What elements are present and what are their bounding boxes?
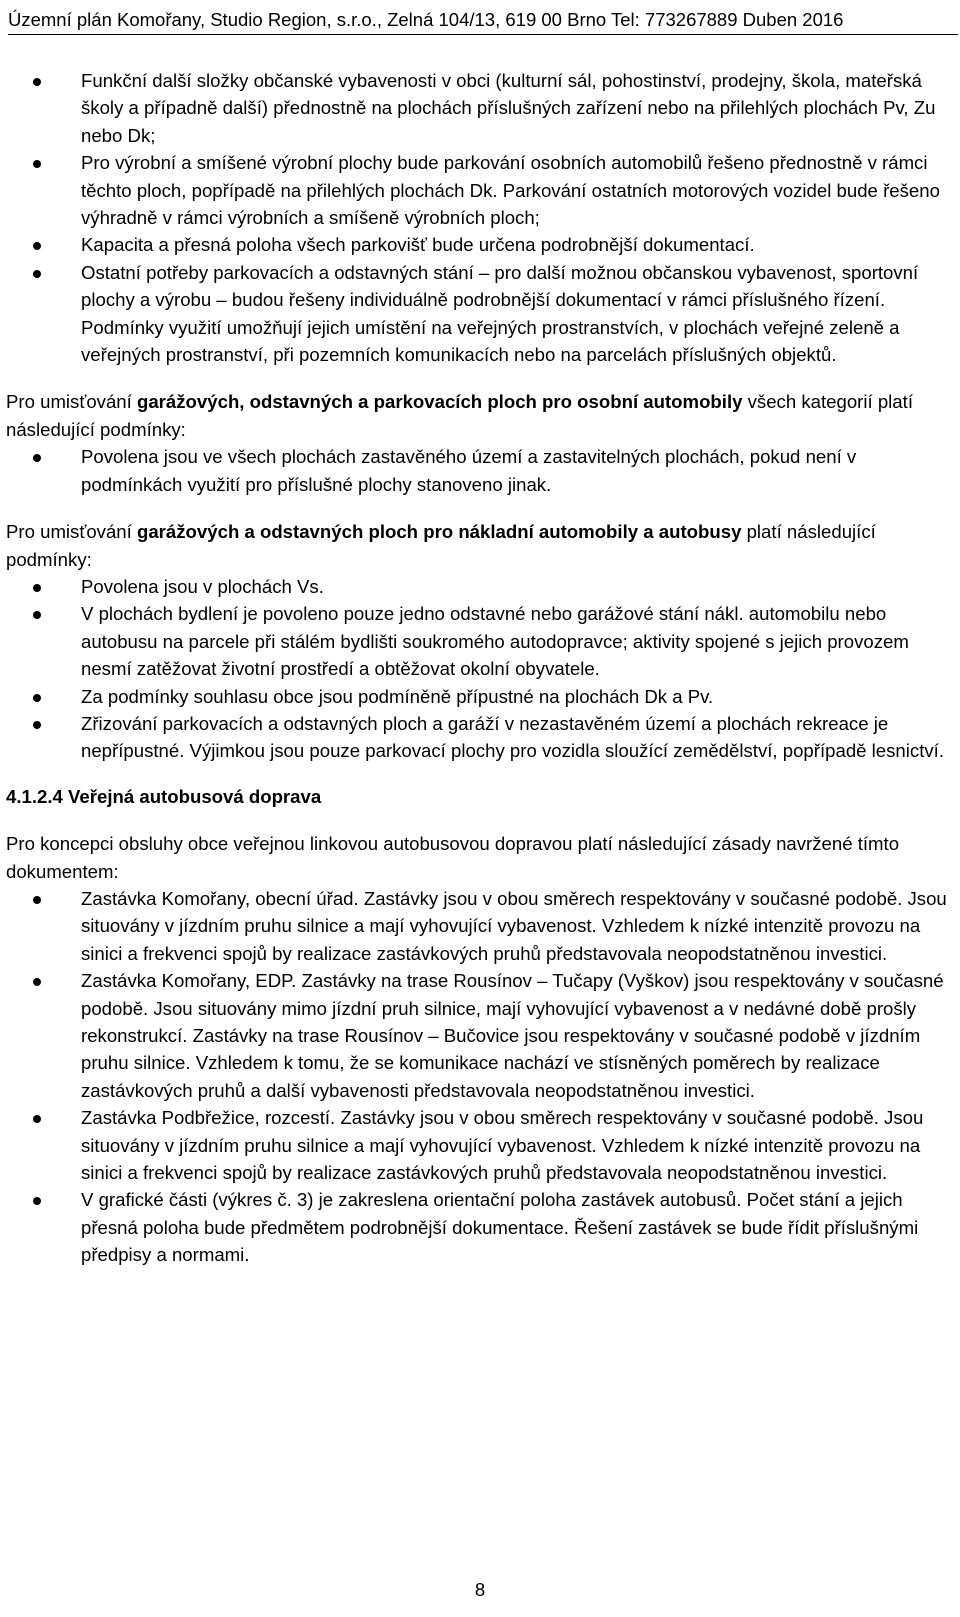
list-item — [6, 710, 956, 765]
document-body — [6, 67, 956, 1269]
list-item-text: Kapacita a přesná poloha všech parkovišť bude určena podrobnější dokumentací. — [81, 234, 755, 256]
paragraph-text: Pro umisťování — [6, 391, 137, 413]
paragraph-emphasis: garážových, odstavných a parkovacích ploch pro osobní automobily — [136, 391, 743, 413]
paragraph-emphasis: garážových a odstavných ploch pro nákladní automobily a autobusy — [136, 521, 742, 543]
list-item-text: Zastávka Komořany, obecní úřad. Zastávky jsou v obou směrech respektovány v současné podobě. Jsou situovány v jízdním pruhu silnice a mají vyhovující vybavenost. Vzhledem k nízké intenzitě provozu na sinici a frekvenci spojů by realizace zastávkových pruhů představovala neopodstatněnou investici. — [81, 887, 947, 964]
paragraph-text: všech kategorií platí následující podmínky: — [6, 391, 913, 440]
list-item — [6, 231, 956, 258]
list-item — [6, 885, 956, 967]
list-item — [6, 443, 956, 498]
bullet-icon — [33, 584, 41, 592]
page-header: Územní plán Komořany, Studio Region, s.r.o., Zelná 104/13, 619 00 Brno Tel: 773267889 Duben 2016 — [8, 5, 958, 35]
bullet-icon — [33, 611, 41, 619]
list-item-text: Ostatní potřeby parkovacích a odstavných stání – pro další možnou občanskou vybavenost, sportovní plochy a výrobu – budou řešeny individuálně podrobnější dokumentací v rámci příslušného řízení. Podmínky využití umožňují jejich umístění na veřejných prostranstvích, v plochách veřejné zeleně a veřejných prostranství, při pozemních komunikacích nebo na parcelách příslušných objektů. — [81, 261, 919, 366]
paragraph-bus: Pro koncepci obsluhy obce veřejnou linkovou autobusovou dopravou platí následující zásady navržené tímto dokumentem: — [6, 833, 900, 882]
list-item — [6, 573, 956, 600]
page-number: 8 — [474, 1579, 486, 1600]
garage-personal-list — [6, 443, 956, 498]
list-item-text: Zastávka Komořany, EDP. Zastávky na trase Rousínov – Tučapy (Vyškov) jsou respektovány v současné podobě. Jsou situovány mimo jízdní pruh silnice, mají vyhovující vybavenost a v nedávné době prošly rekonstrukcí. Zastávky na trase Rousínov – Bučovice jsou respektovány v současné podobě v jízdním pruhu silnice. Vzhledem k tomu, že se komunikace nachází ve stísněných poměrech by realizace zastávkových pruhů a další vybavenosti představovala neopodstatněnou investici. — [81, 970, 944, 1101]
bullet-icon — [33, 242, 41, 250]
list-item-text: V plochách bydlení je povoleno pouze jedno odstavné nebo garážové stání nákl. automobilu nebo autobusu na parcele při stálém bydlišti soukromého autodopravce; aktivity spojené s jejich provozem nesmí zatěžovat životní prostředí a obtěžovat okolní obyvatele. — [81, 603, 909, 680]
list-item-text: Zastávka Podbřežice, rozcestí. Zastávky jsou v obou směrech respektovány v současné podobě. Jsou situovány v jízdním pruhu silnice a mají vyhovující vybavenost. Vzhledem k nízké intenzitě provozu na sinici a frekvenci spojů by realizace zastávkových pruhů představovala neopodstatněnou investici. — [81, 1107, 924, 1184]
list-item-text: Za podmínky souhlasu obce jsou podmíněně přípustné na plochách Dk a Pv. — [81, 685, 714, 707]
paragraph-text: platí následující podmínky: — [6, 521, 876, 570]
bullet-icon — [33, 896, 41, 904]
paragraph-garage-trucks — [6, 518, 956, 573]
bullet-icon — [33, 978, 41, 986]
bullet-icon — [33, 78, 41, 86]
bullet-icon — [33, 1197, 41, 1205]
bullet-icon — [33, 1115, 41, 1123]
bus-stops-list — [6, 885, 956, 1269]
list-item — [6, 600, 956, 682]
parking-conditions-list — [6, 67, 956, 368]
list-item-text: Funkční další složky občanské vybavenosti v obci (kulturní sál, pohostinství, prodejny, škola, mateřská školy a případně další) přednostně na plochách příslušných zařízení nebo na přilehlých plochách Pv, Zu nebo Dk; — [81, 70, 936, 146]
list-item — [6, 149, 956, 231]
list-item — [6, 1104, 956, 1186]
list-item — [6, 259, 956, 369]
list-item-text: Povolena jsou v plochách Vs. — [81, 575, 324, 597]
list-item-text: Pro výrobní a smíšené výrobní plochy bude parkování osobních automobilů řešeno přednostně v rámci těchto ploch, popřípadě na přilehlých plochách Dk. Parkování ostatních motorových vozidel bude řešeno výhradně v rámci výrobních a smíšeně výrobních ploch; — [81, 152, 940, 229]
bullet-icon — [33, 160, 41, 168]
paragraph-text: Pro umisťování — [6, 521, 137, 543]
list-item-text: Povolena jsou ve všech plochách zastavěného území a zastavitelných plochách, pokud není v podmínkách využití pro příslušné plochy stanoveno jinak. — [81, 446, 857, 495]
list-item — [6, 967, 956, 1104]
section-heading: 4.1.2.4 Veřejná autobusová doprava — [6, 785, 322, 807]
list-item — [6, 1186, 956, 1268]
garage-trucks-list — [6, 573, 956, 765]
bullet-icon — [33, 270, 41, 278]
list-item-text: Zřizování parkovacích a odstavných ploch a garáží v nezastavěném území a plochách rekreace je nepřípustné. Výjimkou jsou pouze parkovací plochy pro vozidla sloužící zemědělství, popřípadě lesnictví. — [81, 712, 944, 762]
bullet-icon — [33, 454, 41, 462]
list-item — [6, 683, 956, 710]
list-item — [6, 67, 956, 149]
bullet-icon — [33, 694, 41, 702]
paragraph-garage-personal — [6, 388, 956, 443]
list-item-text: V grafické části (výkres č. 3) je zakreslena orientační poloha zastávek autobusů. Počet stání a jejich přesná poloha bude předmětem podrobnější dokumentace. Řešení zastávek se bude řídit příslušnými předpisy a normami. — [81, 1189, 919, 1266]
bullet-icon — [33, 721, 41, 729]
